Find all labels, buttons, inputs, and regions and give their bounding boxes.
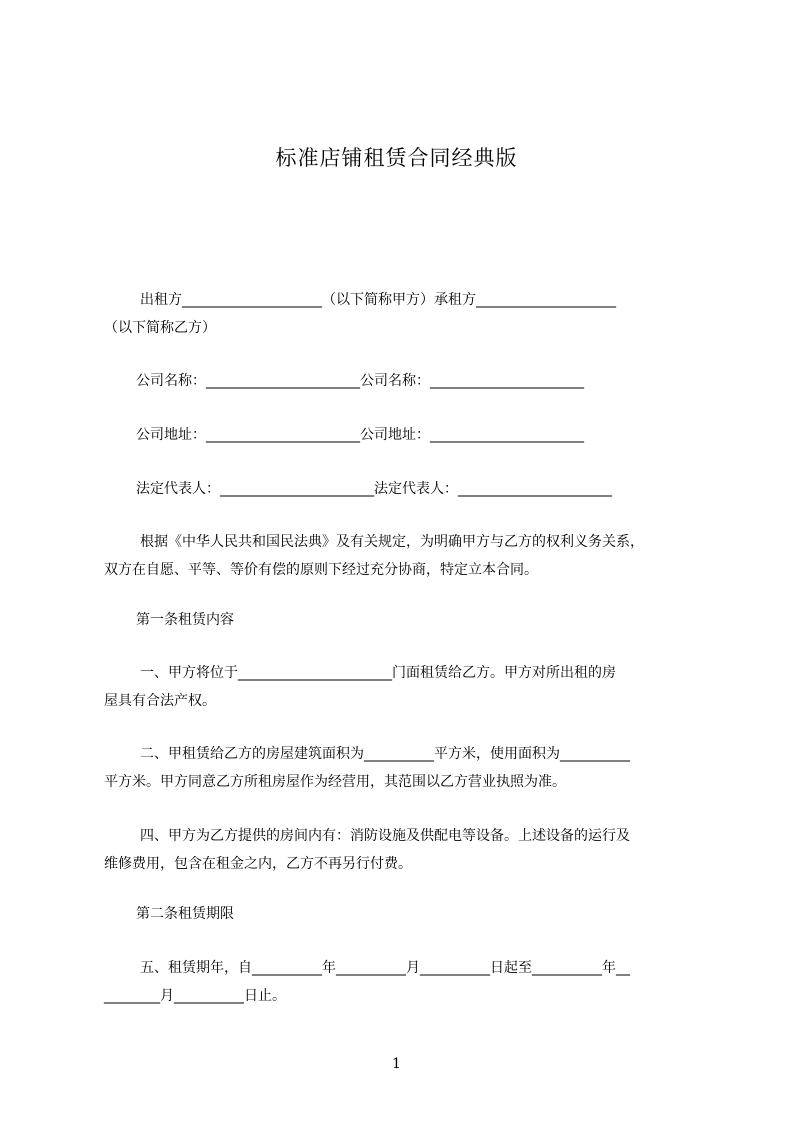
end-month-blank-cont: ________ — [104, 988, 160, 1004]
company-name-label-b: 公司名称： — [360, 373, 430, 389]
company-name-blank-a: ______________________ — [206, 373, 360, 389]
article-1-item-4-line-1: 四、甲方为乙方提供的房间内有：消防设施及供配电等设备。上述设备的运行及 — [140, 828, 630, 844]
end-day-blank: __________ — [174, 988, 244, 1004]
start-day-blank: __________ — [420, 960, 490, 976]
lessee-blank: ____________________ — [476, 292, 616, 308]
company-address-blank-b: ______________________ — [430, 427, 584, 443]
item-2-usable-area-blank: __________ — [560, 746, 630, 762]
lessor-suffix: （以下简称甲方） — [322, 292, 434, 308]
article-1-item-2-line-2: 平方米。甲方同意乙方所租房屋作为经营用，其范围以乙方营业执照为准。 — [104, 774, 566, 790]
document-title: 标准店铺租赁合同经典版 — [275, 146, 518, 170]
article-1-item-1-line-2: 屋具有合法产权。 — [104, 693, 216, 709]
legal-rep-blank-a: ______________________ — [220, 481, 374, 497]
legal-rep-line — [136, 479, 736, 499]
end-label: 日止。 — [244, 988, 286, 1004]
item-1-location-blank: ______________________ — [238, 665, 392, 681]
legal-rep-label-b: 法定代表人： — [374, 481, 458, 497]
item-1-text-a: 一、甲方将位于 — [140, 665, 238, 681]
company-address-blank-a: ______________________ — [206, 427, 360, 443]
lessor-label: 出租方 — [140, 292, 182, 308]
legal-rep-blank-b: ______________________ — [458, 481, 612, 497]
month-label-1: 月 — [406, 960, 420, 976]
page-number: 1 — [392, 1056, 401, 1072]
start-month-blank: __________ — [336, 960, 406, 976]
item-5-prefix: 五、租赁期年，自 — [140, 960, 252, 976]
lessor-blank: ____________________ — [182, 292, 322, 308]
year-label-2: 年 — [602, 960, 616, 976]
item-1-text-b: 门面租赁给乙方。甲方对所出租的房 — [392, 665, 616, 681]
item-2-text-a: 二、甲租赁给乙方的房屋建筑面积为 — [140, 746, 364, 762]
article-2-heading: 第二条租赁期限 — [136, 906, 234, 922]
month-label-2: 月 — [160, 988, 174, 1004]
article-1-heading: 第一条租赁内容 — [136, 612, 234, 628]
preamble-line-2: 双方在自愿、平等、等价有偿的原则下经过充分协商，特定立本合同。 — [104, 562, 538, 578]
end-year-blank: __________ — [532, 960, 602, 976]
article-2-item-5-line-1 — [140, 958, 705, 978]
parties-line-2: （以下简称乙方） — [104, 320, 216, 336]
article-1-item-1-line-1 — [140, 663, 705, 683]
parties-line-1 — [140, 290, 705, 310]
day-to-label: 日起至 — [490, 960, 532, 976]
start-year-blank: __________ — [252, 960, 322, 976]
legal-rep-label-a: 法定代表人： — [136, 481, 220, 497]
company-address-label-b: 公司地址： — [360, 427, 430, 443]
end-month-blank-start: __ — [616, 960, 630, 976]
company-name-blank-b: ______________________ — [430, 373, 584, 389]
article-1-item-2-line-1 — [140, 744, 705, 764]
lessee-label: 承租方 — [434, 292, 476, 308]
year-label-1: 年 — [322, 960, 336, 976]
item-2-area-blank: __________ — [364, 746, 434, 762]
article-1-item-4-line-2: 维修费用，包含在租金之内，乙方不再另行付费。 — [104, 856, 412, 872]
company-address-line — [136, 425, 736, 445]
article-2-item-5-line-2 — [104, 986, 704, 1006]
company-name-label-a: 公司名称： — [136, 373, 206, 389]
company-name-line — [136, 371, 736, 391]
preamble-line-1: 根据《中华人民共和国民法典》及有关规定，为明确甲方与乙方的权利义务关系， — [140, 534, 644, 550]
company-address-label-a: 公司地址： — [136, 427, 206, 443]
item-2-text-b: 平方米，使用面积为 — [434, 746, 560, 762]
